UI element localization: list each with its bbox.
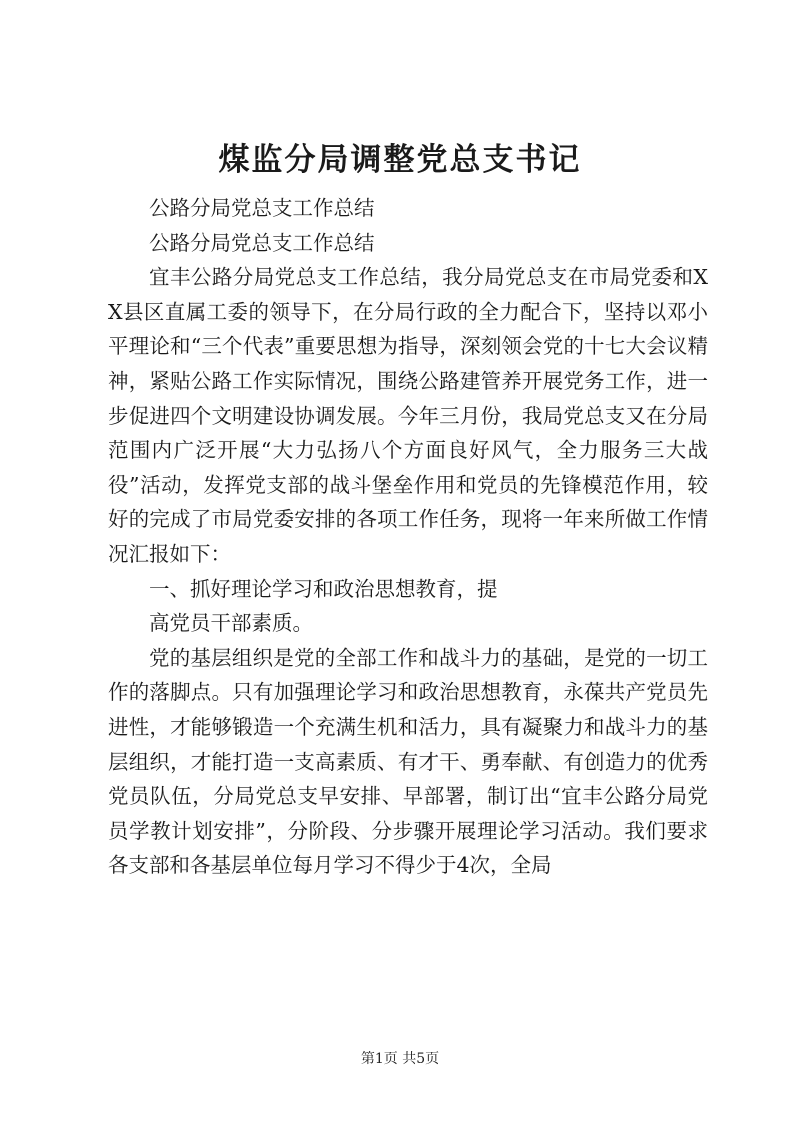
document-body xyxy=(108,191,708,883)
section-heading-1: 一、抓好理论学习和政治思想教育，提 xyxy=(149,576,498,601)
page-footer: 第1页 共5页 xyxy=(360,1051,440,1067)
paragraph-subtitle-1: 公路分局党总支工作总结 xyxy=(149,196,375,220)
paragraph-intro: 宜丰公路分局党总支工作总结，我分局党总支在市局党委和XX县区直属工委的领导下，在分局行政的全力配合下，坚持以邓小平理论和“三个代表”重要思想为指导，深刻领会党的十七大会议精神，紧贴公路工作实际情况，围绕公路建管养开展党务工作，进一步促进四个文明建设协调发展。今年三月份，我局党总支又在分局范围内广泛开展“大力弘扬八个方面良好风气，全力服务三大战役”活动，发挥党支部的战斗堡垒作用和党员的先锋模范作用，较好的完成了市局党委安排的各项工作任务，现将一年来所做工作情况汇报如下： xyxy=(108,265,708,566)
section-heading-1-continued: 高党员干部素质。 xyxy=(149,611,313,636)
paragraph-subtitle-2: 公路分局党总支工作总结 xyxy=(149,230,375,255)
paragraph-section-1-body: 党的基层组织是党的全部工作和战斗力的基础，是党的一切工作的落脚点。只有加强理论学习和政治思想教育，永葆共产党员先进性，才能够锻造一个充满生机和活力，具有凝聚力和战斗力的基层组织，才能打造一支高素质、有才干、勇奉献、有创造力的优秀党员队伍，分局党总支早安排、早部署，制订出“宜丰公路分局党员学教计划安排”，分阶段、分步骤开展理论学习活动。我们要求各支部和各基层单位每月学习不得少于4次，全局 xyxy=(108,645,708,878)
document-title: 煤监分局调整党总支书记 xyxy=(218,142,582,178)
